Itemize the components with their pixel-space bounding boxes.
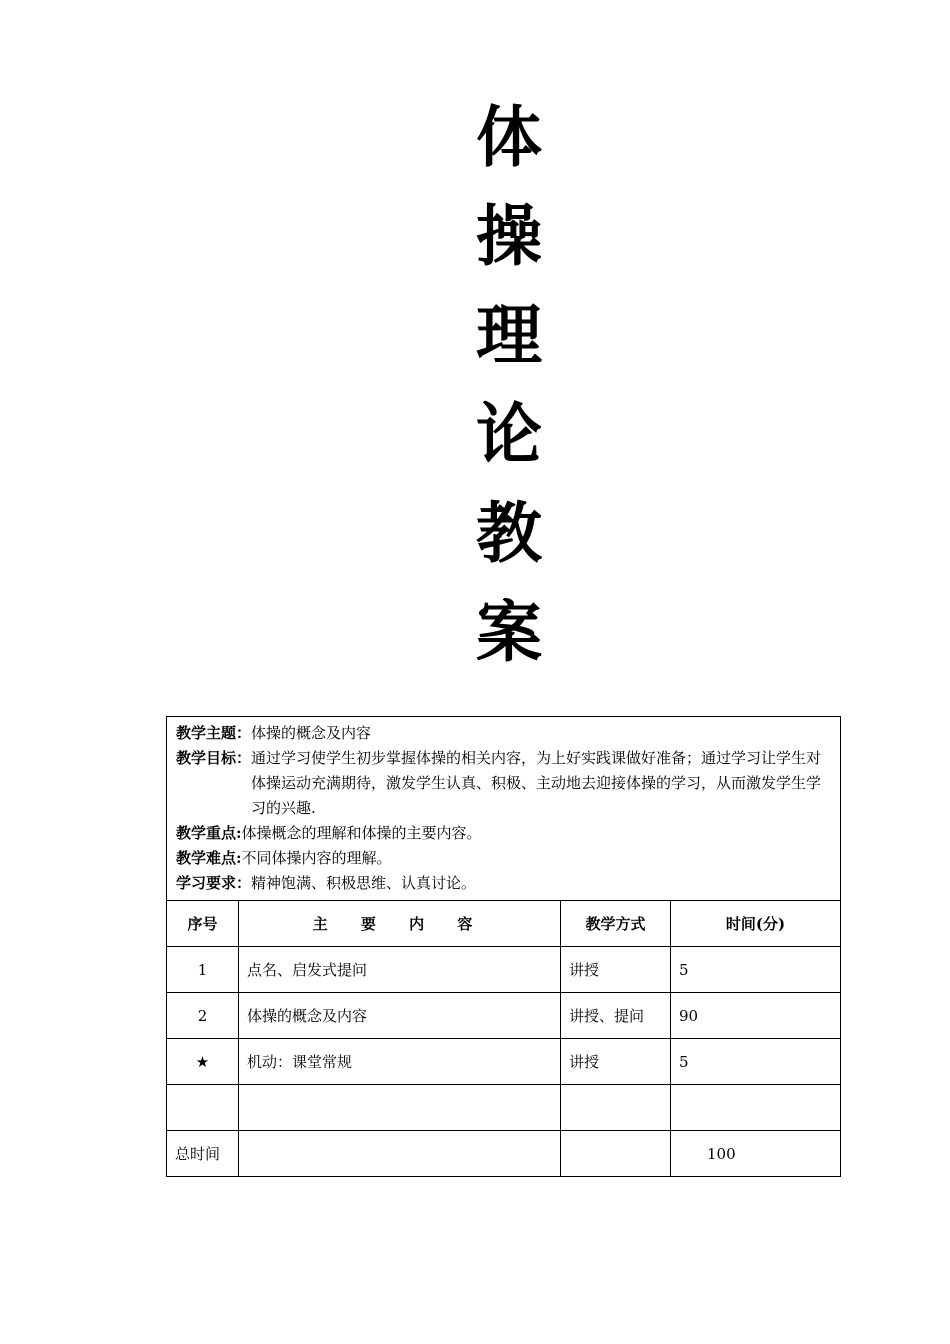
requirement-label: 学习要求： [176, 874, 252, 892]
goal-label: 教学目标： [176, 749, 252, 767]
requirement-line [176, 871, 832, 896]
document-title [0, 88, 950, 682]
title-char: 操 [476, 198, 542, 275]
row-method [561, 1085, 671, 1131]
topic-value: 体操的概念及内容 [251, 724, 372, 742]
row-time [671, 1085, 841, 1131]
header-time: 时间(分) [671, 901, 841, 947]
table-row-empty [167, 1085, 841, 1131]
goal-value: 通过学习使学生初步掌握体操的相关内容，为上好实践课做好准备；通过学习让学生对体操运动充满期待，激发学生认真、积极、主动地去迎接体操的学习，从而激发学生学习的兴趣. [251, 749, 822, 817]
header-method: 教学方式 [561, 901, 671, 947]
title-char: 理 [476, 297, 542, 374]
total-empty-content [239, 1131, 561, 1177]
table-row [167, 993, 841, 1039]
title-char: 论 [476, 396, 542, 473]
title-char: 体 [476, 99, 542, 176]
row-no: 2 [167, 993, 239, 1039]
row-time: 90 [671, 993, 841, 1039]
key-point-label: 教学重点: [176, 824, 242, 842]
table-row [167, 1039, 841, 1085]
row-content: 点名、启发式提问 [239, 947, 561, 993]
total-row [167, 1131, 841, 1177]
total-empty-method [561, 1131, 671, 1177]
row-no: 1 [167, 947, 239, 993]
difficulty-label: 教学难点: [176, 849, 242, 867]
row-no-star: ★ [167, 1039, 239, 1085]
title-char: 教 [476, 495, 542, 572]
goal-line [176, 746, 832, 821]
key-point-value: 体操概念的理解和体操的主要内容。 [241, 824, 482, 842]
header-content: 主 要 内 容 [239, 901, 561, 947]
difficulty-value: 不同体操内容的理解。 [241, 849, 392, 867]
total-label: 总时间 [167, 1131, 239, 1177]
title-char: 案 [476, 594, 542, 671]
total-value: 100 [671, 1131, 841, 1177]
row-method: 讲授 [561, 1039, 671, 1085]
row-method: 讲授 [561, 947, 671, 993]
row-method: 讲授、提问 [561, 993, 671, 1039]
row-content: 机动：课堂常规 [239, 1039, 561, 1085]
header-no: 序号 [167, 901, 239, 947]
topic-line [176, 721, 832, 746]
topic-label: 教学主题： [176, 724, 252, 742]
table-header-row [167, 901, 841, 947]
row-time: 5 [671, 1039, 841, 1085]
lesson-plan-table [166, 716, 841, 1177]
row-content [239, 1085, 561, 1131]
lesson-info-cell [167, 717, 841, 901]
table-row [167, 947, 841, 993]
row-content: 体操的概念及内容 [239, 993, 561, 1039]
row-no [167, 1085, 239, 1131]
requirement-value: 精神饱满、积极思维、认真讨论。 [251, 874, 477, 892]
row-time: 5 [671, 947, 841, 993]
difficulty-line [176, 846, 832, 871]
key-point-line [176, 821, 832, 846]
